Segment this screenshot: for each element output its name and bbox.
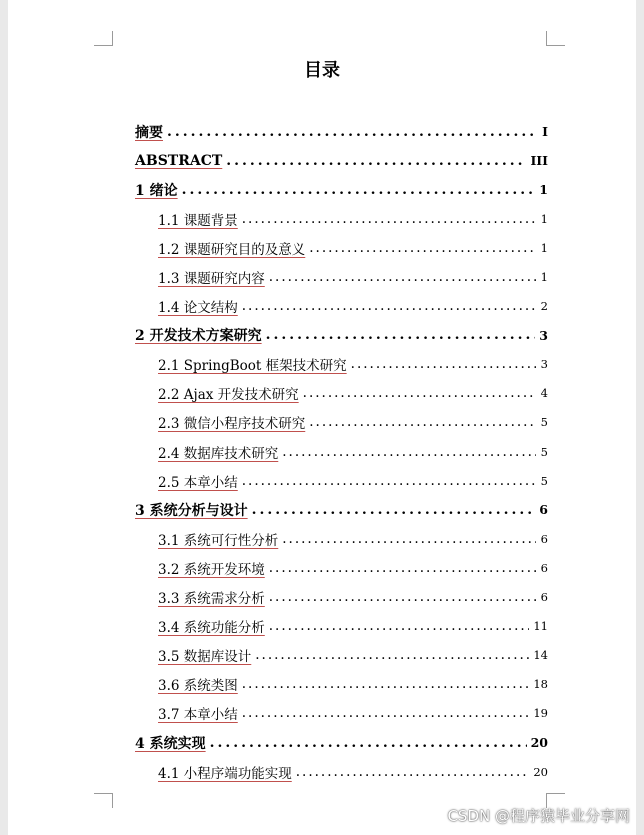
- toc-entry[interactable]: [135, 728, 548, 757]
- toc-entry-page-number: 1: [540, 240, 548, 255]
- toc-entry-page-number: III: [530, 153, 548, 169]
- toc-entry[interactable]: [135, 466, 548, 495]
- toc-leader-dots: [269, 560, 536, 576]
- toc-entry[interactable]: [135, 670, 548, 699]
- toc-entry-label[interactable]: 2.2 Ajax 开发技术研究: [158, 387, 299, 404]
- toc-entry-label[interactable]: 1 绪论: [135, 182, 178, 199]
- toc-leader-dots: [210, 735, 527, 751]
- toc-entry-page-number: 3: [540, 357, 548, 372]
- toc-entry[interactable]: [135, 408, 548, 437]
- toc-leader-dots: [226, 153, 526, 169]
- toc-entry[interactable]: [135, 612, 548, 641]
- toc-leader-dots: [167, 124, 536, 140]
- toc-entry[interactable]: [135, 757, 548, 786]
- table-of-contents: [135, 117, 548, 786]
- toc-entry-label[interactable]: 2.1 SpringBoot 框架技术研究: [158, 358, 347, 375]
- toc-entry[interactable]: [135, 524, 548, 553]
- toc-entry-label[interactable]: 1.1 课题背景: [158, 212, 238, 229]
- toc-entry[interactable]: [135, 117, 548, 146]
- toc-entry-label[interactable]: 2 开发技术方案研究: [135, 328, 262, 345]
- toc-entry-page-number: 20: [530, 735, 548, 751]
- toc-entry-label[interactable]: 4 系统实现: [135, 735, 206, 752]
- toc-entry-page-number: 18: [533, 677, 548, 692]
- toc-entry-page-number: 11: [533, 619, 548, 634]
- document-page: [8, 0, 636, 835]
- toc-leader-dots: [282, 531, 536, 547]
- toc-entry[interactable]: [135, 262, 548, 291]
- toc-entry-label[interactable]: 2.4 数据库技术研究: [158, 445, 279, 462]
- toc-leader-dots: [242, 473, 536, 489]
- toc-leader-dots: [296, 764, 530, 780]
- toc-leader-dots: [182, 182, 536, 198]
- toc-entry-label[interactable]: 3 系统分析与设计: [135, 502, 248, 519]
- toc-entry-page-number: 1: [540, 270, 548, 285]
- toc-entry-label[interactable]: 3.2 系统开发环境: [158, 561, 265, 578]
- toc-entry-label[interactable]: 3.7 本章小结: [158, 707, 238, 724]
- toc-entry-label[interactable]: 3.6 系统类图: [158, 678, 238, 695]
- toc-leader-dots: [269, 589, 536, 605]
- toc-leader-dots: [242, 298, 536, 314]
- toc-entry[interactable]: [135, 146, 548, 175]
- toc-entry-page-number: 4: [540, 386, 548, 401]
- toc-entry-label[interactable]: 3.4 系统功能分析: [158, 620, 265, 637]
- toc-entry-page-number: 14: [533, 648, 548, 663]
- toc-leader-dots: [282, 444, 536, 460]
- toc-leader-dots: [252, 502, 536, 518]
- toc-entry-label[interactable]: 1.2 课题研究目的及意义: [158, 241, 306, 258]
- toc-entry-page-number: 19: [533, 706, 548, 721]
- toc-entry[interactable]: [135, 553, 548, 582]
- toc-entry-page-number: 6: [539, 502, 548, 518]
- toc-entry-page-number: I: [542, 124, 548, 140]
- margin-corner-bottom-left: [94, 793, 113, 808]
- margin-corner-top-right: [546, 31, 565, 46]
- toc-entry-page-number: 6: [540, 531, 548, 546]
- toc-leader-dots: [242, 211, 536, 227]
- toc-leader-dots: [242, 676, 530, 692]
- toc-leader-dots: [351, 356, 536, 372]
- toc-entry-label[interactable]: 摘要: [135, 124, 163, 141]
- toc-leader-dots: [255, 647, 529, 663]
- toc-entry-page-number: 3: [539, 327, 548, 343]
- toc-title: 目录: [304, 60, 340, 81]
- toc-entry-label[interactable]: 1.3 课题研究内容: [158, 271, 265, 288]
- toc-entry-label[interactable]: 3.1 系统可行性分析: [158, 532, 279, 549]
- watermark: CSDN @程序猿毕业分享网: [447, 807, 630, 825]
- toc-entry-label[interactable]: 2.3 微信小程序技术研究: [158, 416, 306, 433]
- toc-leader-dots: [242, 705, 530, 721]
- toc-entry-label[interactable]: ABSTRACT: [135, 152, 223, 169]
- toc-entry[interactable]: [135, 699, 548, 728]
- toc-entry[interactable]: [135, 583, 548, 612]
- toc-leader-dots: [303, 385, 536, 401]
- margin-corner-top-left: [94, 31, 113, 46]
- toc-entry[interactable]: [135, 641, 548, 670]
- toc-entry[interactable]: [135, 350, 548, 379]
- toc-entry-label[interactable]: 3.5 数据库设计: [158, 649, 252, 666]
- toc-entry[interactable]: [135, 175, 548, 204]
- toc-entry-page-number: 20: [533, 764, 548, 779]
- toc-leader-dots: [309, 414, 536, 430]
- toc-entry-page-number: 6: [540, 560, 548, 575]
- toc-entry-label[interactable]: 3.3 系统需求分析: [158, 591, 265, 608]
- toc-leader-dots: [266, 327, 536, 343]
- toc-entry[interactable]: [135, 379, 548, 408]
- toc-entry-label[interactable]: 4.1 小程序端功能实现: [158, 765, 292, 782]
- toc-entry-page-number: 5: [540, 415, 548, 430]
- toc-entry-page-number: 1: [540, 211, 548, 226]
- toc-entry[interactable]: [135, 495, 548, 524]
- toc-leader-dots: [269, 269, 536, 285]
- toc-entry-label[interactable]: 1.4 论文结构: [158, 300, 238, 317]
- toc-entry-label[interactable]: 2.5 本章小结: [158, 474, 238, 491]
- toc-leader-dots: [269, 618, 530, 634]
- toc-entry-page-number: 5: [540, 444, 548, 459]
- toc-entry[interactable]: [135, 204, 548, 233]
- toc-entry-page-number: 6: [540, 590, 548, 605]
- toc-leader-dots: [309, 240, 536, 256]
- toc-entry-page-number: 5: [540, 473, 548, 488]
- toc-entry[interactable]: [135, 437, 548, 466]
- toc-entry[interactable]: [135, 233, 548, 262]
- toc-entry-page-number: 2: [540, 299, 548, 314]
- toc-entry[interactable]: [135, 292, 548, 321]
- toc-entry[interactable]: [135, 321, 548, 350]
- toc-entry-page-number: 1: [539, 182, 548, 198]
